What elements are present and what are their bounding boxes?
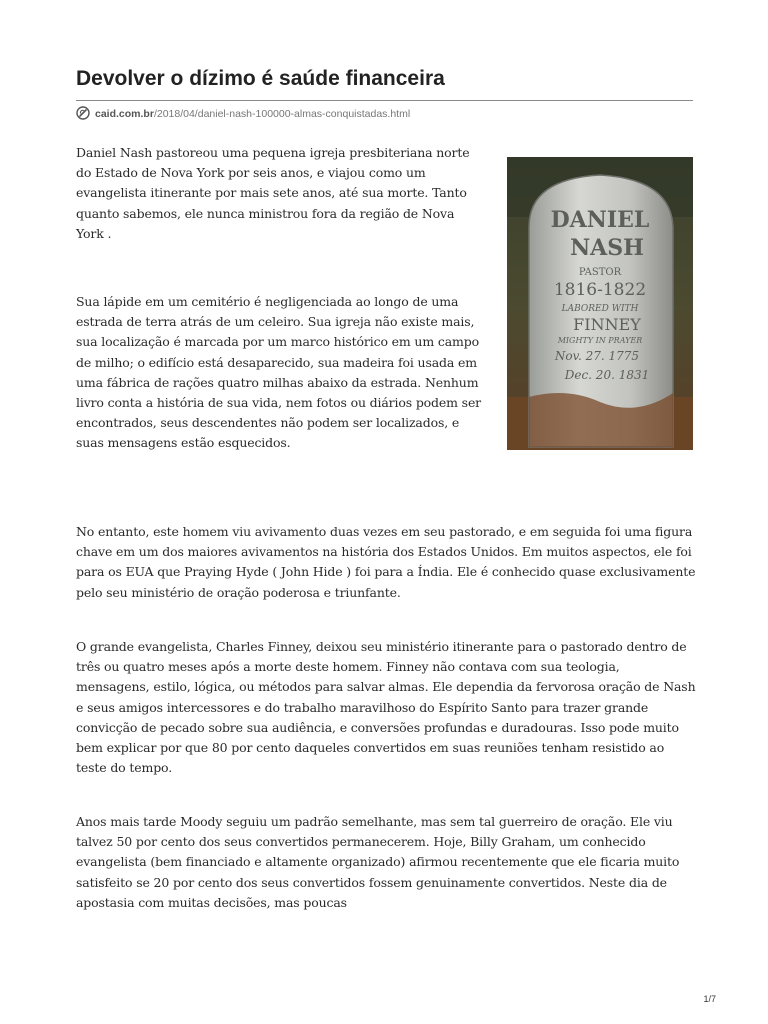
- paragraph-1: Daniel Nash pastoreou uma pequena igreja presbiteriana norte do Estado de Nova York por seis anos, e viajou como um evangelista itinerante por mais sete anos, até sua morte. Tanto quanto sabemos, ele nunca ministrou fora da região de Nova York .: [76, 145, 470, 241]
- paragraph-2: Sua lápide em um cemitério é negligenciada ao longo de uma estrada de terra atrás de um celeiro. Sua igreja não existe mais, sua localização é marcada por um marco histórico em um campo de milho; o edifício está desaparecido, sua madeira foi usada em uma fábrica de rações quatro milhas abaixo da estrada. Nenhum livro conta a história de sua vida, nem fotos ou diários podem ser encontrados, seus descendentes não podem ser localizados, e suas mensagens estão esquecidos.: [76, 294, 482, 451]
- inscription-line-6: FINNEY: [573, 315, 641, 334]
- inscription-line-8: Nov. 27. 1775: [554, 349, 640, 363]
- source-path: /2018/04/daniel-nash-100000-almas-conquistadas.html: [153, 108, 411, 120]
- inscription-line-9: Dec. 20. 1831: [564, 368, 650, 382]
- inscription-line-3: PASTOR: [578, 267, 622, 278]
- source-domain: caid.com.br: [95, 108, 154, 120]
- inscription-line-5: LABORED WITH: [561, 304, 639, 314]
- page-number: 1/7: [703, 994, 716, 1004]
- paragraph-4: O grande evangelista, Charles Finney, deixou seu ministério itinerante para o pastorado dentro de três ou quatro meses após a morte deste homem. Finney não contava com sua teologia, mensagens, estilo, lógica, ou métodos para salvar almas. Ele dependia da fervorosa oração de Nash e seus amigos intercessores e do trabalho maravilhoso do Espírito Santo para trazer grande convicção de pecado sobre sua audiência, e conversões profundas e duradouras. Isso pode muito bem explicar por que 80 por cento daqueles convertidos em suas reuniões tenham resistido ao teste do tempo.: [76, 639, 696, 776]
- paragraph-3: No entanto, este homem viu avivamento duas vezes em seu pastorado, e em seguida foi uma figura chave em um dos maiores avivamentos na história dos Estados Unidos. Em muitos aspectos, ele foi para os EUA que Praying Hyde ( John Hide ) foi para a Índia. Ele é conhecido quase exclusivamente pelo seu ministério de oração poderosa e triunfante.: [76, 524, 696, 600]
- inscription-line-4: 1816-1822: [553, 280, 647, 300]
- source-link[interactable]: [76, 105, 410, 123]
- title-divider: [76, 100, 693, 101]
- inscription-line-2: NASH: [570, 235, 644, 261]
- tombstone-photo: [507, 157, 693, 450]
- inscription-line-1: DANIEL: [550, 207, 650, 233]
- inscription-line-7: MIGHTY IN PRAYER: [557, 336, 643, 345]
- link-icon: [76, 106, 90, 123]
- article-title: Devolver o dízimo é saúde financeira: [76, 67, 445, 90]
- paragraph-5: Anos mais tarde Moody seguiu um padrão semelhante, mas sem tal guerreiro de oração. Ele viu talvez 50 por cento dos seus convertidos permanecerem. Hoje, Billy Graham, um conhecido evangelista (bem financiado e altamente organizado) afirmou recentemente que ele ficaria muito satisfeito se 20 por cento dos seus convertidos fossem genuinamente convertidos. Neste dia de apostasia com muitas decisões, mas poucas: [76, 814, 680, 910]
